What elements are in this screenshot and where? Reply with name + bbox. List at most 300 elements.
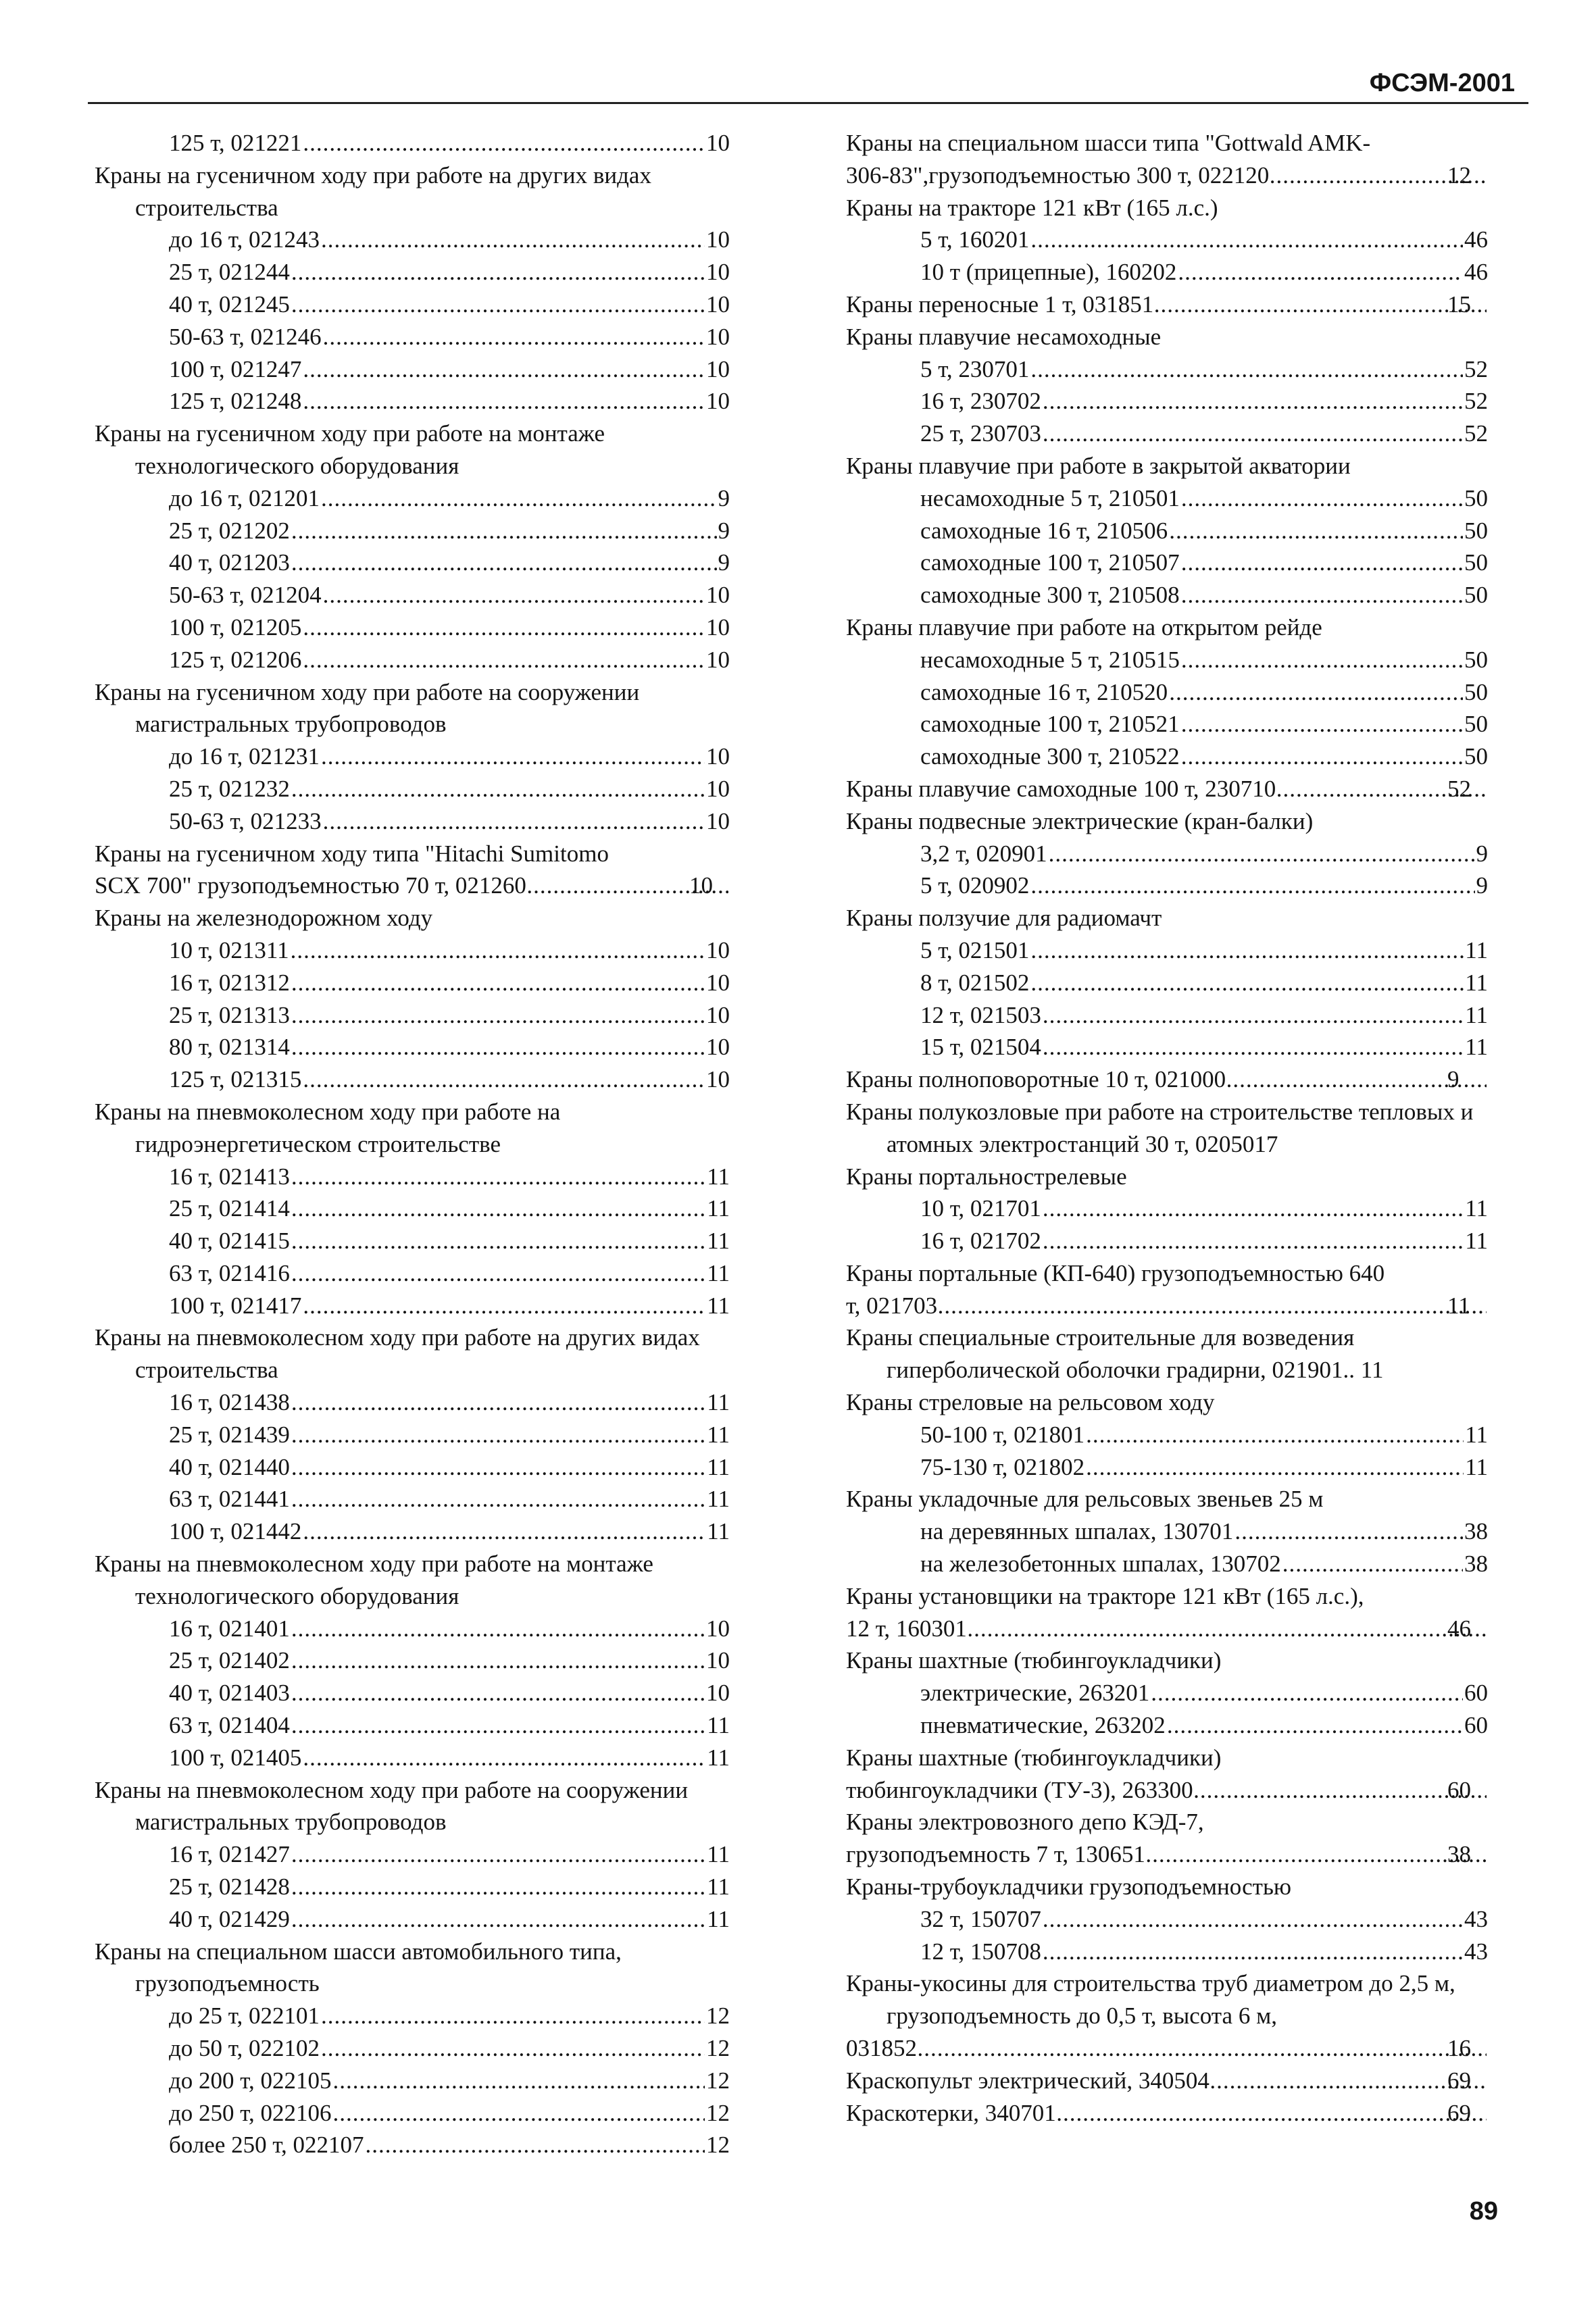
entry-text: 40 т, 021403 (169, 1680, 290, 1707)
entry-heading: Краны на пневмоколесном ходу при работе на монтаже технологического оборудования (95, 1551, 653, 1609)
index-subentry (95, 1257, 730, 1290)
leader-dots (1030, 353, 1463, 386)
page-ref: 11 (1465, 1421, 1488, 1448)
header-title: ФСЭМ-2001 (1369, 69, 1515, 97)
index-entry (846, 902, 1488, 1063)
leader-dots (1043, 385, 1463, 418)
entry-text: самоходные 300 т, 210508 (920, 582, 1180, 609)
leader-dots (1086, 1419, 1464, 1451)
leader-dots (1181, 579, 1463, 611)
index-subentry (95, 288, 730, 321)
page-ref: 10 (706, 130, 730, 156)
leader-dots (291, 1192, 705, 1225)
page-number: 89 (1469, 2197, 1498, 2225)
entry-heading: Краны на тракторе 121 кВт (165 л.с.) (846, 194, 1218, 221)
index-subentry (846, 1192, 1488, 1225)
entry-text: самоходные 16 т, 210506 (920, 517, 1168, 544)
index-subentry (846, 644, 1488, 676)
index-entry (95, 838, 730, 903)
index-entry (95, 127, 730, 159)
entry-text: 16 т, 230702 (920, 388, 1041, 415)
page-ref: 10 (706, 323, 730, 350)
leader-dots (323, 579, 705, 611)
entry-text: 25 т, 021244 (169, 259, 290, 286)
entry-text: 5 т, 020902 (920, 872, 1030, 899)
entry-text: электрические, 263201 (920, 1680, 1150, 1707)
leader-dots (939, 1290, 1487, 1322)
entry-heading: Краны плавучие несамоходные (846, 323, 1162, 350)
index-entry (846, 1806, 1488, 1871)
index-subentry: тюбингоукладчики (ТУ-3), 263300 ..... 60 (846, 1774, 1488, 1807)
index-entry (95, 902, 730, 1096)
index-entry (846, 1967, 1488, 2064)
index-entry (846, 1483, 1488, 1580)
leader-dots (291, 1451, 705, 1484)
entry-text: грузоподъемность 7 т, 130651 (846, 1841, 1145, 1868)
entry-heading: Краны портальные (КП-640) грузоподъемностью 640 (846, 1259, 1385, 1286)
index-subentry (846, 1451, 1488, 1484)
leader-dots (1181, 740, 1463, 773)
index-entry (95, 1096, 730, 1322)
entry-text: Краскопульт электрический, 340504 (846, 2067, 1210, 2094)
entry-text: Краскотерки, 340701 (846, 2099, 1056, 2126)
index-entry (95, 1936, 730, 2162)
page-ref: 11 (707, 1841, 730, 1868)
index-entry (846, 773, 1488, 805)
entry-text: самоходные 100 т, 210507 (920, 549, 1180, 576)
index-entry (95, 1774, 730, 1936)
header-rule (88, 102, 1528, 104)
entry-text: 100 т, 021442 (169, 1518, 302, 1545)
index-subentry (95, 1031, 730, 1063)
index-subentry (846, 224, 1488, 256)
index-subentry (95, 1677, 730, 1709)
entry-text: 125 т, 021206 (169, 646, 302, 673)
index-subentry (846, 1548, 1488, 1580)
index-entry (846, 2065, 1488, 2097)
entry-text: 32 т, 150707 (920, 1905, 1041, 1932)
index-subentry (95, 934, 730, 967)
page-ref: 10 (706, 743, 730, 770)
index-subentry (846, 1419, 1488, 1451)
leader-dots (291, 1257, 705, 1290)
page-ref: 50 (1464, 549, 1488, 576)
leader-dots (303, 1515, 705, 1548)
entry-text: 16 т, 021401 (169, 1615, 290, 1642)
entry-text: 16 т, 021312 (169, 969, 290, 996)
entry-text: Краны плавучие самоходные 100 т, 230710 (846, 775, 1276, 802)
entry-text: 12 т, 150708 (920, 1938, 1041, 1965)
leader-dots (1043, 1903, 1463, 1936)
entry-text: 8 т, 021502 (920, 969, 1030, 996)
index-subentry (95, 773, 730, 805)
index-subentry (95, 579, 730, 611)
entry-heading: Краны ползучие для радиомачт (846, 905, 1162, 932)
leader-dots (291, 1644, 705, 1677)
leader-dots (1043, 1031, 1464, 1063)
entry-text: 16 т, 021427 (169, 1841, 290, 1868)
entry-text: 50-63 т, 021204 (169, 582, 322, 609)
index-subentry (846, 1515, 1488, 1548)
index-entry (95, 418, 730, 676)
page-ref: 10 (706, 1615, 730, 1642)
entry-text: 15 т, 021504 (920, 1034, 1041, 1061)
entry-heading: Краны-укосины для строительства труб диаметром до 2,5 м, грузоподъемность до 0,5 т, высота 6 м, (846, 1970, 1455, 2030)
leader-dots (1030, 224, 1463, 256)
entry-heading: Краны на пневмоколесном ходу при работе на сооружении магистральных трубопроводов (95, 1776, 689, 1836)
index-subentry (95, 2032, 730, 2065)
index-subentry (846, 418, 1488, 450)
leader-dots (291, 1838, 705, 1871)
leader-dots (291, 1031, 705, 1063)
index-subentry (95, 1838, 730, 1871)
index-subentry (95, 2065, 730, 2097)
entry-heading: Краны на специальном шасси типа "Gottwald AMK- (846, 130, 1371, 156)
leader-dots (1211, 2065, 1487, 2097)
entry-text: тюбингоукладчики (ТУ-3), 263300 (846, 1776, 1193, 1803)
index-entry (846, 288, 1488, 321)
leader-dots (1043, 1192, 1464, 1225)
entry-text: 125 т, 021221 (169, 130, 302, 156)
leader-dots (366, 2129, 705, 2161)
entry-text: пневматические, 263202 (920, 1712, 1166, 1739)
index-subentry (95, 644, 730, 676)
index-subentry (846, 353, 1488, 386)
entry-line: Краскотерки, 340701 ..... 69 (846, 2097, 1488, 2130)
page-ref: 10 (706, 1034, 730, 1061)
leader-dots (1043, 999, 1464, 1032)
page-ref: 38 (1464, 1518, 1488, 1545)
entry-text: 25 т, 021428 (169, 1873, 290, 1901)
leader-dots (291, 1419, 705, 1451)
index-subentry (846, 1936, 1488, 1968)
index-subentry (95, 2129, 730, 2161)
entry-text: т, 021703 (846, 1292, 938, 1319)
entry-text: более 250 т, 022107 (169, 2132, 364, 2159)
entry-text: самоходные 16 т, 210520 (920, 678, 1168, 705)
page-ref: 12 (706, 2099, 730, 2126)
index-subentry (95, 256, 730, 288)
leader-dots (321, 2000, 705, 2032)
index-subentry (95, 385, 730, 418)
page-ref: 50 (1464, 711, 1488, 738)
index-column-left (95, 127, 730, 2161)
leader-dots (1043, 418, 1463, 450)
leader-dots (1282, 1548, 1463, 1580)
leader-dots (303, 644, 705, 676)
entry-text: 100 т, 021205 (169, 613, 302, 640)
index-subentry (846, 999, 1488, 1032)
entry-text: 5 т, 021501 (920, 936, 1030, 963)
page-ref: 10 (706, 1647, 730, 1674)
leader-dots (303, 1742, 705, 1774)
index-subentry (95, 1742, 730, 1774)
index-subentry (95, 999, 730, 1032)
entry-text: 10 т, 021701 (920, 1195, 1041, 1222)
entry-text: 40 т, 021245 (169, 291, 290, 318)
index-subentry (846, 870, 1488, 902)
entry-heading-last-line: грузоподъемность 7 т, 130651 ..... 38 (846, 1838, 1488, 1871)
entry-text: до 25 т, 022101 (169, 2003, 320, 2030)
entry-heading: Краны на железнодорожном ходу (95, 905, 433, 932)
index-subentry (846, 256, 1488, 288)
page-ref: 9 (718, 549, 730, 576)
leader-dots (323, 805, 705, 838)
leader-dots (1147, 1838, 1487, 1871)
leader-dots (291, 773, 705, 805)
entry-text: 5 т, 160201 (920, 226, 1030, 253)
page-ref: 50 (1464, 646, 1488, 673)
page-ref: 11 (707, 1873, 730, 1901)
entry-text: 25 т, 021439 (169, 1421, 290, 1448)
page-ref: 9 (718, 484, 730, 511)
index-entry (846, 1063, 1488, 1096)
index-subentry (95, 1290, 730, 1322)
page-ref: 10 (706, 1001, 730, 1028)
entry-text: 5 т, 230701 (920, 355, 1030, 382)
page-ref: 11 (1465, 936, 1488, 963)
entry-text: 12 т, 021503 (920, 1001, 1041, 1028)
entry-text: 100 т, 021405 (169, 1744, 302, 1771)
entry-text: 40 т, 021440 (169, 1453, 290, 1480)
leader-dots (303, 611, 705, 644)
index-subentry (95, 1161, 730, 1193)
index-subentry (95, 1871, 730, 1903)
index-subentry (846, 547, 1488, 579)
entry-text: 16 т, 021438 (169, 1389, 290, 1416)
entry-text: 306-83",грузоподъемностью 300 т, 022120 (846, 161, 1270, 188)
index-subentry (95, 1225, 730, 1257)
index-subentry (95, 353, 730, 386)
page-ref: 60 (1464, 1712, 1488, 1739)
index-subentry (846, 579, 1488, 611)
index-subentry (95, 482, 730, 515)
index-entry (846, 321, 1488, 450)
entry-text: до 200 т, 022105 (169, 2067, 332, 2094)
entry-text: самоходные 100 т, 210521 (920, 711, 1180, 738)
entry-heading: Краны полукозловые при работе на строительстве тепловых и атомных электростанций 30 т, 0205017 (846, 1098, 1474, 1157)
index-entry (846, 1580, 1488, 1645)
entry-line: Краны плавучие самоходные 100 т, 230710 ..... 52 (846, 773, 1488, 805)
entry-text: 100 т, 021417 (169, 1292, 302, 1319)
entry-text: 031852 (846, 2035, 917, 2062)
entry-heading: Краны укладочные для рельсовых звеньев 25 м (846, 1486, 1324, 1513)
index-subentry (95, 321, 730, 353)
index-subentry (95, 1386, 730, 1419)
index-entry (846, 1386, 1488, 1483)
entry-heading: Краны плавучие при работе в закрытой акватории (846, 452, 1351, 479)
entry-heading: Краны на гусеничном ходу при работе на сооружении магистральных трубопроводов (95, 678, 640, 738)
page-ref: 11 (707, 1421, 730, 1448)
entry-text: до 16 т, 021201 (169, 484, 320, 511)
leader-dots (1043, 1225, 1464, 1257)
page-ref: 10 (706, 582, 730, 609)
page-ref: 46 (1464, 259, 1488, 286)
page-ref: 10 (706, 1066, 730, 1093)
page-ref: 9 (1476, 872, 1488, 899)
entry-text: 50-63 т, 021233 (169, 807, 322, 834)
leader-dots (303, 353, 705, 386)
leader-dots (1195, 1774, 1487, 1807)
page-ref: 10 (706, 775, 730, 802)
entry-text: 50-100 т, 021801 (920, 1421, 1085, 1448)
entry-heading: Краны на гусеничном ходу при работе на других видах строительства (95, 161, 651, 221)
index-subentry (95, 2097, 730, 2130)
entry-text: до 50 т, 022102 (169, 2035, 320, 2062)
entry-text: 3,2 т, 020901 (920, 840, 1047, 867)
index-subentry (846, 1709, 1488, 1742)
leader-dots (321, 740, 705, 773)
page-ref: 12 (706, 2035, 730, 2062)
index-subentry (95, 740, 730, 773)
leader-dots (1030, 934, 1464, 967)
index-entry (846, 450, 1488, 611)
entry-text: на деревянных шпалах, 130701 (920, 1518, 1234, 1545)
leader-dots (332, 2097, 705, 2130)
leader-dots (303, 1063, 705, 1096)
entry-text: 25 т, 021202 (169, 517, 290, 544)
page-ref: 12 (706, 2003, 730, 2030)
page-ref: 12 (706, 2132, 730, 2159)
index-subentry (846, 676, 1488, 709)
page-ref: 50 (1464, 517, 1488, 544)
page-ref: 10 (706, 226, 730, 253)
index-subentry (95, 1483, 730, 1515)
index-subentry (95, 1709, 730, 1742)
page-ref: 10 (706, 1680, 730, 1707)
page-ref: 50 (1464, 743, 1488, 770)
leader-dots (1181, 547, 1463, 579)
index-subentry (95, 611, 730, 644)
leader-dots (291, 999, 705, 1032)
page-ref: 11 (707, 1259, 730, 1286)
leader-dots (291, 967, 705, 999)
entry-heading: Краны портальнострелевые (846, 1163, 1127, 1190)
leader-dots (291, 1225, 705, 1257)
entry-heading: Краны электровозного депо КЭД-7, (846, 1809, 1204, 1836)
leader-dots (918, 2032, 1487, 2065)
index-entry (846, 1742, 1488, 1807)
page-ref: 38 (1464, 1551, 1488, 1578)
index-entry (846, 1322, 1488, 1386)
leader-dots (291, 1871, 705, 1903)
entry-text: 25 т, 021313 (169, 1001, 290, 1028)
leader-dots (291, 256, 705, 288)
leader-dots (291, 1161, 705, 1193)
page-ref: 50 (1464, 484, 1488, 511)
entry-heading: Краны на гусеничном ходу при работе на монтаже технологического оборудования (95, 420, 605, 479)
entry-text: до 250 т, 022106 (169, 2099, 332, 2126)
page-ref: 10 (706, 936, 730, 963)
leader-dots (291, 1386, 705, 1419)
entry-text: Краны переносные 1 т, 031851 (846, 291, 1154, 318)
entry-text: Краны полноповоротные 10 т, 021000 (846, 1066, 1226, 1093)
index-entry (95, 1548, 730, 1774)
index-entry (846, 1096, 1488, 1161)
page-ref: 11 (707, 1228, 730, 1255)
entry-heading: Краны специальные строительные для возведения гиперболической оболочки градирни, 021901.. 11 (846, 1324, 1384, 1384)
leader-dots (1030, 870, 1474, 902)
page-ref: 60 (1464, 1680, 1488, 1707)
index-subentry (95, 1515, 730, 1548)
index-subentry (846, 708, 1488, 740)
entry-text: SCX 700" грузоподъемностью 70 т, 021260 (95, 872, 526, 899)
leader-dots (321, 224, 705, 256)
index-subentry (95, 1192, 730, 1225)
entry-heading: Краны на специальном шасси автомобильного типа, грузоподъемность (95, 1938, 622, 1997)
entry-heading-last-line: 12 т, 160301 ..... 46 (846, 1613, 1488, 1645)
entry-heading: Краны установщики на тракторе 121 кВт (165 л.с.), (846, 1582, 1364, 1609)
entry-text: 40 т, 021203 (169, 549, 290, 576)
entry-heading: Краны шахтные (тюбингоукладчики) (846, 1744, 1222, 1771)
entry-text: 25 т, 021414 (169, 1195, 290, 1222)
page-ref: 11 (707, 1389, 730, 1416)
entry-text: 25 т, 230703 (920, 420, 1041, 447)
leader-dots (1167, 1709, 1463, 1742)
page-ref: 9 (718, 517, 730, 544)
index-entry (846, 127, 1488, 192)
page-ref: 11 (1465, 1195, 1488, 1222)
leader-dots (303, 385, 705, 418)
page-ref: 11 (707, 1712, 730, 1739)
page-ref: 11 (707, 1453, 730, 1480)
page-ref: 10 (706, 259, 730, 286)
index-subentry (846, 1903, 1488, 1936)
index-subentry (846, 967, 1488, 999)
entry-text: 40 т, 021415 (169, 1228, 290, 1255)
entry-heading-last-line: SCX 700" грузоподъемностью 70 т, 021260 ..... 10 (95, 870, 730, 902)
entry-heading: Краны на пневмоколесном ходу при работе на гидроэнергетическом строительстве (95, 1098, 561, 1157)
index-subentry (846, 1677, 1488, 1709)
entry-line: Краскопульт электрический, 340504 ..... 69 (846, 2065, 1488, 2097)
entry-heading-last-line: т, 021703 ..... 11 (846, 1290, 1488, 1322)
index-subentry (95, 2000, 730, 2032)
entry-text: 75-130 т, 021802 (920, 1453, 1085, 1480)
leader-dots (332, 2065, 705, 2097)
index-subentry (95, 1419, 730, 1451)
page-ref: 11 (707, 1905, 730, 1932)
index-subentry (846, 1225, 1488, 1257)
leader-dots (1155, 288, 1487, 321)
entry-line: Краны полноповоротные 10 т, 021000 ..... 9 (846, 1063, 1488, 1096)
page-ref: 11 (707, 1292, 730, 1319)
entry-heading: Краны стреловые на рельсовом ходу (846, 1389, 1215, 1416)
entry-heading-last-line: 306-83",грузоподъемностью 300 т, 022120 ..... 12 (846, 159, 1488, 192)
entry-text: 100 т, 021247 (169, 355, 302, 382)
page-ref: 11 (1465, 1228, 1488, 1255)
leader-dots (321, 2032, 705, 2065)
index-subentry (95, 805, 730, 838)
leader-dots (1169, 515, 1463, 547)
page-ref: 10 (706, 388, 730, 415)
leader-dots (1181, 482, 1463, 515)
entry-text: 125 т, 021248 (169, 388, 302, 415)
page-ref: 11 (1465, 1034, 1488, 1061)
entry-text: 63 т, 021416 (169, 1259, 290, 1286)
page-ref: 11 (707, 1163, 730, 1190)
index-entry (95, 1322, 730, 1548)
entry-text: до 16 т, 021243 (169, 226, 320, 253)
page-ref: 11 (707, 1486, 730, 1513)
index-subentry (95, 127, 730, 159)
entry-text: 63 т, 021441 (169, 1486, 290, 1513)
leader-dots (1049, 838, 1475, 870)
leader-dots (291, 1613, 705, 1645)
index-entry (95, 676, 730, 838)
index-subentry (846, 934, 1488, 967)
entry-heading: Краны подвесные электрические (кран-балки) (846, 807, 1314, 834)
index-column-right (846, 127, 1488, 2129)
